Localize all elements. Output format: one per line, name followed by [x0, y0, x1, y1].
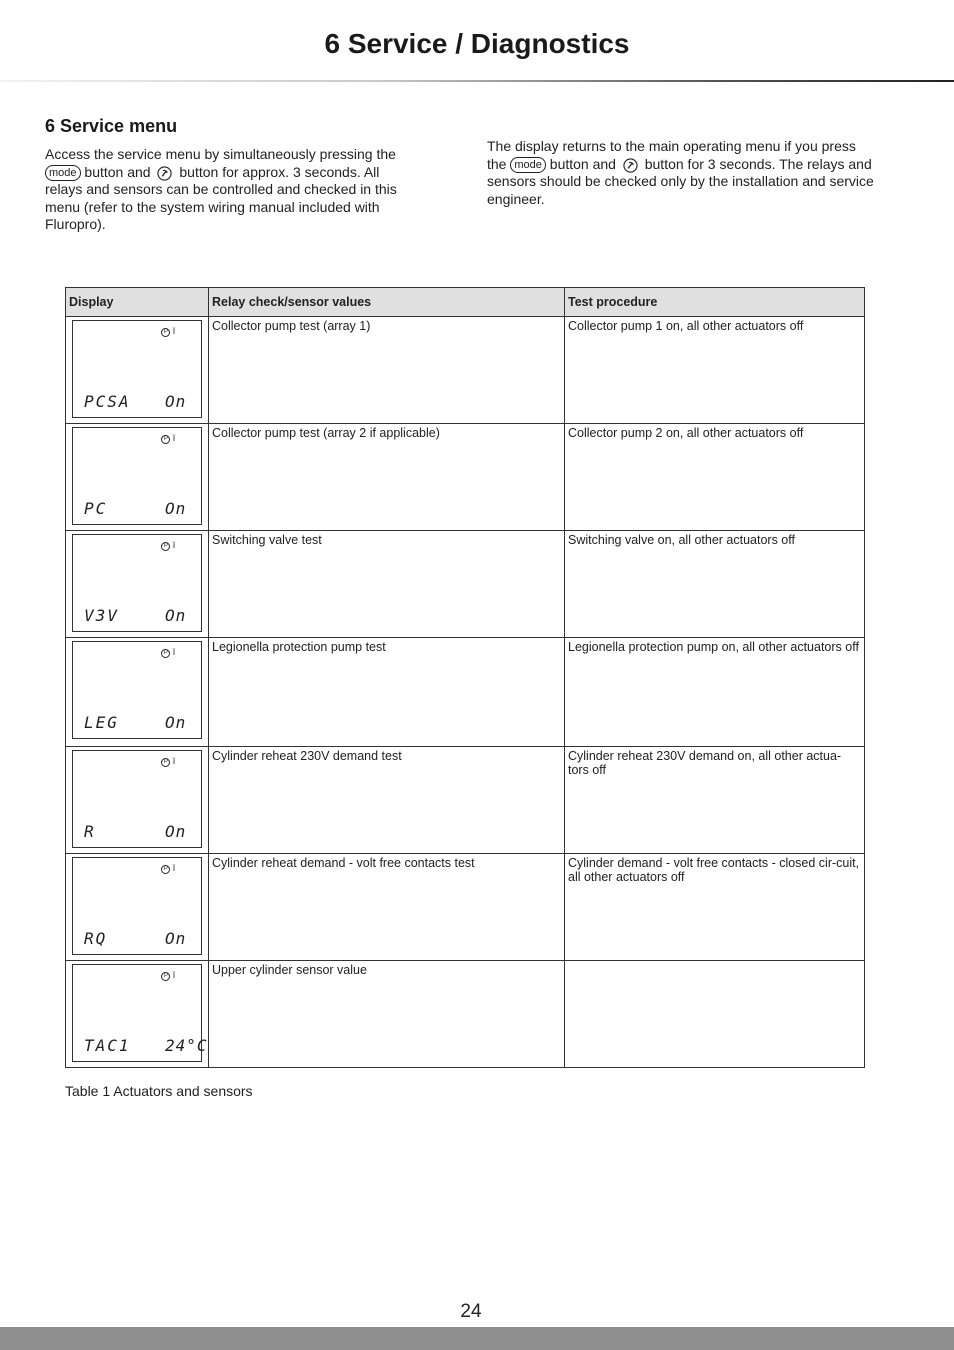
procedure-cell: Collector pump 1 on, all other actuators off	[565, 317, 865, 424]
wrench-icon: ǐ	[173, 863, 175, 873]
left-paragraph	[45, 146, 420, 234]
procedure-cell: Cylinder reheat 230V demand on, all other actua-tors off	[565, 747, 865, 854]
right-paragraph-part3: button for 3 seconds. The relays and sensors should be checked only by the installation and service engineer.	[487, 155, 874, 207]
lcd-display	[72, 641, 202, 739]
wrench-icon: ǐ	[173, 970, 175, 980]
lcd-value: On	[165, 929, 187, 948]
lcd-status-icons	[161, 647, 175, 658]
header-rule	[0, 80, 954, 82]
lcd-value: 24°C	[165, 1036, 208, 1055]
table-row	[66, 747, 865, 854]
page-title: 6 Service / Diagnostics	[324, 28, 630, 59]
procedure-cell: Legionella protection pump on, all other actuators off	[565, 638, 865, 747]
wrench-icon: ǐ	[173, 647, 175, 657]
lcd-value: On	[165, 822, 187, 841]
rotary-knob-icon	[623, 158, 638, 173]
wrench-icon: ǐ	[173, 540, 175, 550]
procedure-cell: Collector pump 2 on, all other actuators off	[565, 424, 865, 531]
lcd-code: PC	[84, 499, 108, 518]
table-header-row	[66, 288, 865, 317]
lcd-display	[72, 534, 202, 632]
relay-cell: Collector pump test (array 1)	[209, 317, 565, 424]
relay-cell: Cylinder reheat 230V demand test	[209, 747, 565, 854]
right-paragraph	[487, 138, 877, 208]
lcd-code: PCSA	[84, 392, 131, 411]
table-row	[66, 854, 865, 961]
lcd-code: R	[84, 822, 96, 841]
actuators-sensors-table	[65, 287, 865, 1068]
header-display: Display	[66, 288, 209, 317]
wrench-icon: ǐ	[173, 326, 175, 336]
lcd-value: On	[165, 392, 187, 411]
left-paragraph-part1: Access the service menu by simultaneously pressing the	[45, 146, 396, 162]
relay-cell: Switching valve test	[209, 531, 565, 638]
table-row	[66, 531, 865, 638]
p-circle-icon: P	[161, 758, 170, 767]
p-circle-icon: P	[161, 435, 170, 444]
page-number: 24	[460, 1301, 482, 1322]
p-circle-icon: P	[161, 542, 170, 551]
p-circle-icon: P	[161, 649, 170, 658]
procedure-cell: Cylinder demand - volt free contacts - closed cir-cuit, all other actuators off	[565, 854, 865, 961]
right-paragraph-part1: The display returns to the main operating menu if you press the	[487, 138, 856, 172]
procedure-cell	[565, 961, 865, 1068]
p-circle-icon: P	[161, 865, 170, 874]
header-relay-check: Relay check/sensor values	[209, 288, 565, 317]
rotary-knob-icon	[157, 166, 172, 181]
lcd-display	[72, 750, 202, 848]
lcd-display	[72, 320, 202, 418]
table-row	[66, 317, 865, 424]
lcd-value: On	[165, 713, 187, 732]
lcd-code: V3V	[84, 606, 119, 625]
relay-cell: Upper cylinder sensor value	[209, 961, 565, 1068]
lcd-value: On	[165, 606, 187, 625]
display-cell	[66, 854, 209, 961]
procedure-cell: Switching valve on, all other actuators off	[565, 531, 865, 638]
lcd-value: On	[165, 499, 187, 518]
header-test-procedure: Test procedure	[565, 288, 865, 317]
relay-cell: Legionella protection pump test	[209, 638, 565, 747]
relay-cell: Collector pump test (array 2 if applicable)	[209, 424, 565, 531]
lcd-display	[72, 964, 208, 1062]
display-cell	[66, 747, 209, 854]
p-circle-icon: P	[161, 972, 170, 981]
lcd-code: LEG	[84, 713, 119, 732]
display-cell	[66, 961, 209, 1068]
display-cell	[66, 638, 209, 747]
lcd-display	[72, 857, 202, 955]
lcd-display	[72, 427, 202, 525]
p-circle-icon: P	[161, 328, 170, 337]
left-paragraph-part3: button for approx. 3 seconds. All relays and sensors can be controlled and checked in this menu (refer to the system wiring manual included with Fluropro).	[45, 163, 397, 232]
table-row	[66, 638, 865, 747]
lcd-status-icons	[161, 863, 175, 874]
wrench-icon: ǐ	[173, 433, 175, 443]
wrench-icon: ǐ	[173, 756, 175, 766]
lcd-status-icons	[161, 540, 175, 551]
left-paragraph-part2: button and	[84, 163, 151, 180]
table-caption: Table 1 Actuators and sensors	[65, 1083, 253, 1099]
display-cell	[66, 531, 209, 638]
mode-button-icon: mode	[510, 157, 546, 173]
right-paragraph-part2: button and	[549, 155, 616, 172]
section-heading: 6 Service menu	[45, 116, 178, 136]
lcd-code: TAC1	[84, 1036, 131, 1055]
display-cell	[66, 424, 209, 531]
lcd-status-icons	[161, 756, 175, 767]
table-row	[66, 961, 865, 1068]
lcd-status-icons	[161, 970, 175, 981]
table-row	[66, 424, 865, 531]
lcd-status-icons	[161, 433, 175, 444]
lcd-code: RQ	[84, 929, 108, 948]
footer-bar	[0, 1327, 954, 1350]
lcd-status-icons	[161, 326, 175, 337]
display-cell	[66, 317, 209, 424]
mode-button-icon: mode	[45, 165, 81, 181]
relay-cell: Cylinder reheat demand - volt free contacts test	[209, 854, 565, 961]
